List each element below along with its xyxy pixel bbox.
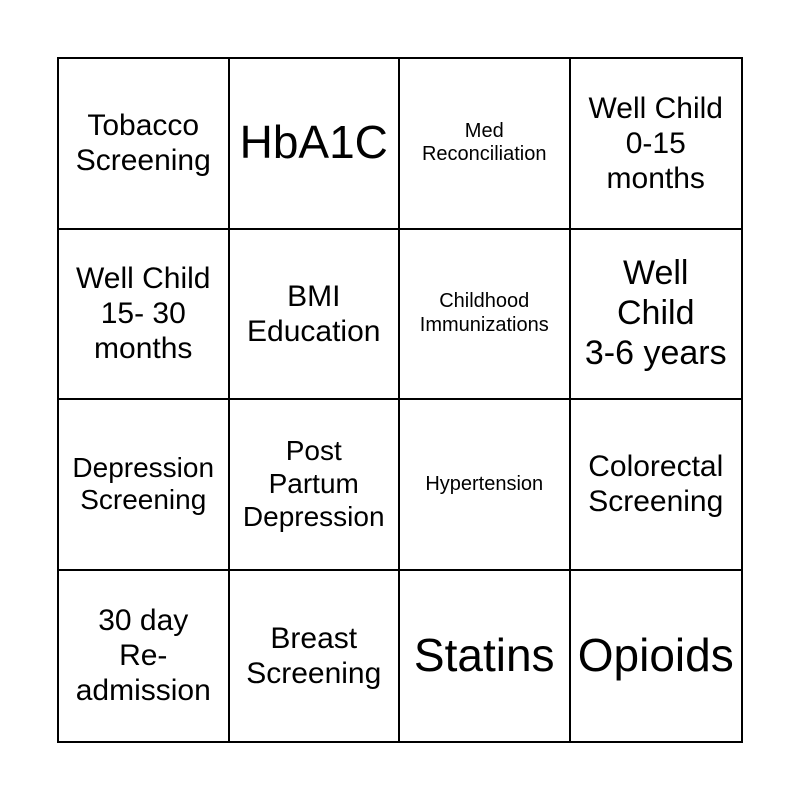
cell-label: Well Child 0-15 months	[588, 91, 723, 195]
bingo-cell-r1c4[interactable]	[571, 59, 742, 230]
cell-label: Well Child 3-6 years	[584, 254, 727, 372]
bingo-cell-r4c4[interactable]	[571, 571, 742, 742]
bingo-cell-r3c4[interactable]	[571, 400, 742, 571]
cell-label: Statins	[413, 628, 555, 681]
bingo-cell-r1c3[interactable]	[400, 59, 571, 230]
cell-label: BMI Education	[247, 279, 381, 348]
cell-label: 30 day Re- admission	[75, 604, 211, 708]
cell-label: Med Reconciliation	[421, 119, 547, 166]
cell-label: Breast Screening	[246, 621, 382, 690]
bingo-cell-r4c3[interactable]	[400, 571, 571, 742]
bingo-cell-r2c3[interactable]	[400, 230, 571, 401]
bingo-cell-r4c2[interactable]	[230, 571, 401, 742]
bingo-cell-r4c1[interactable]	[59, 571, 230, 742]
bingo-cell-r1c1[interactable]	[59, 59, 230, 230]
bingo-cell-r2c4[interactable]	[571, 230, 742, 401]
cell-label: Opioids	[577, 628, 734, 681]
cell-label: Tobacco Screening	[75, 109, 211, 178]
bingo-cell-r3c3[interactable]	[400, 400, 571, 571]
cell-label: Childhood Immunizations	[419, 290, 549, 336]
bingo-cell-r2c1[interactable]	[59, 230, 230, 401]
cell-label: Colorectal Screening	[588, 450, 724, 519]
bingo-cell-r3c1[interactable]	[59, 400, 230, 571]
cell-label: Depression Screening	[72, 451, 215, 516]
bingo-cell-r2c2[interactable]	[230, 230, 401, 401]
bingo-cell-r3c2[interactable]	[230, 400, 401, 571]
bingo-cell-r1c2[interactable]	[230, 59, 401, 230]
cell-label: Well Child 15- 30 months	[76, 262, 211, 366]
cell-label: HbA1C	[239, 116, 388, 169]
bingo-board	[57, 57, 743, 743]
cell-label: Hypertension	[425, 472, 544, 495]
cell-label: Post Partum Depression	[242, 435, 385, 532]
